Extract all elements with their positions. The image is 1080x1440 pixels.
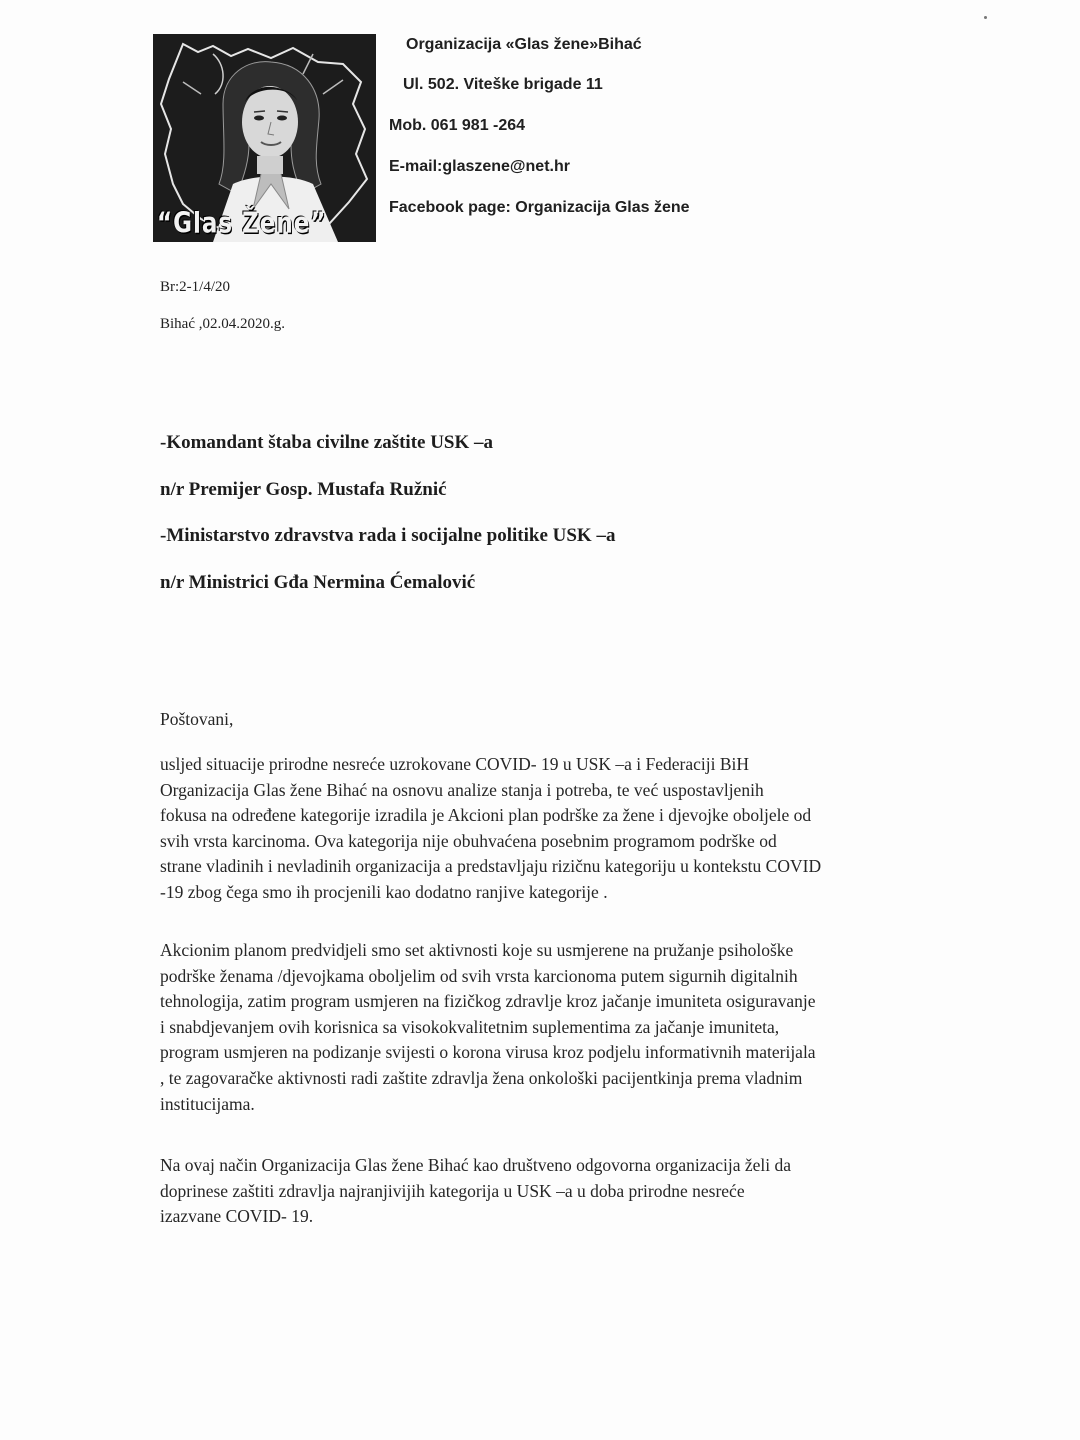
- paragraph-line: -19 zbog čega smo ih procjenili kao dodatno ranjive kategorije .: [160, 881, 608, 902]
- paragraph-1: [160, 752, 982, 906]
- paragraph-line: fokusa na određene kategorije izradila je Akcioni plan podrške za žene i djevojke oboljele od: [160, 805, 812, 826]
- place-date: Bihać ,02.04.2020.g.: [160, 316, 285, 332]
- paragraph-line: usljed situacije prirodne nesreće uzrokovane COVID- 19 u USK –a i Federaciji BiH: [160, 754, 750, 774]
- paragraph-line: program usmjeren na podizanje svijesti o korona virusa kroz podjelu informativnih materijala: [160, 1042, 816, 1063]
- paragraph-line: tehnologija, zatim program usmjeren na fizičkog zdravlje kroz jačanje imuniteta osiguravanje: [160, 991, 816, 1012]
- scan-speck: [984, 16, 987, 19]
- paragraph-line: izazvane COVID- 19.: [160, 1206, 314, 1227]
- paragraph-line: institucijama.: [160, 1093, 255, 1114]
- paragraph-line: doprinese zaštiti zdravlja najranjivijih kategorija u USK –a u doba prirodne nesreće: [160, 1180, 745, 1201]
- paragraph-line: Na ovaj način Organizacija Glas žene Bihać kao društveno odgovorna organizacija želi da: [160, 1155, 792, 1175]
- paragraph-line: i snabdjevanjem ovih korisnica sa visokokvalitetnim suplementima za jačanje imuniteta,: [160, 1016, 780, 1037]
- organization-address: Ul. 502. Viteške brigade 11: [403, 76, 603, 93]
- salutation: Poštovani,: [160, 709, 234, 729]
- paragraph-line: , te zagovaračke aktivnosti radi zaštite zdravlja žena onkološki pacijentkinja prema vladnim: [160, 1067, 803, 1088]
- recipient-line: n/r Ministrici Gđa Nermina Ćemalović: [160, 572, 476, 593]
- organization-logo: [153, 34, 376, 242]
- organization-mobile: Mob. 061 981 -264: [389, 117, 526, 134]
- reference-number: Br:2-1/4/20: [160, 279, 230, 295]
- paragraph-line: Organizacija Glas žene Bihać na osnovu analize stanja i potreba, te već uspostavljenih: [160, 779, 764, 800]
- paragraph-2: [160, 938, 982, 1117]
- organization-name: Organizacija «Glas žene»Bihać: [406, 36, 642, 53]
- paragraph-line: strane vladinih i nevladinih organizacija a predstavljaju rizičnu kategoriju u kontekstu COVID: [160, 856, 822, 877]
- recipient-line: n/r Premijer Gosp. Mustafa Ružnić: [160, 479, 447, 500]
- organization-email: E-mail:glaszene@net.hr: [389, 158, 570, 175]
- recipient-line: -Ministarstvo zdravstva rada i socijalne politike USK –a: [160, 525, 616, 546]
- recipient-line: -Komandant štaba civilne zaštite USK –a: [160, 432, 494, 453]
- logo-text: “Glas Žene”: [157, 207, 327, 240]
- paragraph-3: [160, 1153, 982, 1230]
- organization-facebook: Facebook page: Organizacija Glas žene: [389, 199, 690, 216]
- paragraph-line: Akcionim planom predvidjeli smo set aktivnosti koje su usmjerene na pružanje psihološke: [160, 940, 794, 960]
- paragraph-line: svih vrsta karcinoma. Ova kategorija nije obuhvaćena posebnim programom podrške od: [160, 830, 777, 851]
- paragraph-line: podrške ženama /djevojkama oboljelim od svih vrsta karcionoma putem sigurnih digitalnih: [160, 965, 798, 986]
